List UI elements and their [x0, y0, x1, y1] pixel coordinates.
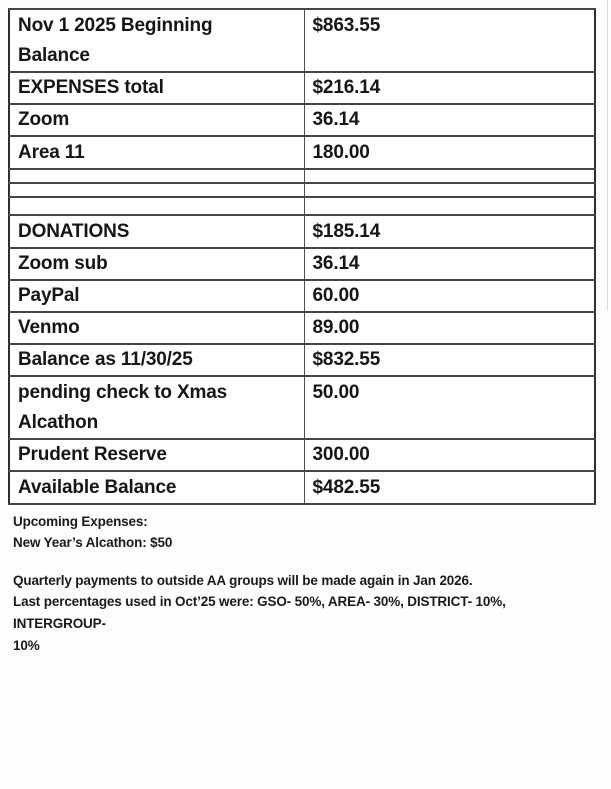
row-label: DONATIONS: [9, 215, 304, 248]
upcoming-expenses-heading: Upcoming Expenses:: [13, 514, 148, 529]
row-label: Prudent Reserve: [9, 439, 304, 471]
row-donation-paypal: [9, 280, 595, 312]
row-donation-zoom-sub: [9, 248, 595, 280]
row-empty-1: [9, 169, 595, 183]
row-value: $863.55: [304, 9, 595, 72]
row-value: $216.14: [304, 72, 595, 104]
row-label: Area 11: [9, 136, 304, 169]
row-value: 36.14: [304, 104, 595, 136]
row-label: [9, 183, 304, 197]
row-label: PayPal: [9, 280, 304, 312]
row-label-text: Nov 1 2025 Beginning Balance: [18, 15, 213, 66]
row-value: $482.55: [304, 471, 595, 504]
row-expenses-total: [9, 72, 595, 104]
balance-table: [8, 8, 596, 505]
row-prudent-reserve: [9, 439, 595, 471]
row-value: [304, 197, 595, 215]
row-value: 50.00: [304, 376, 595, 439]
row-expense-area-11: [9, 136, 595, 169]
upcoming-expenses-item: New Year’s Alcathon: $50: [13, 535, 173, 550]
row-donations: [9, 215, 595, 248]
row-expense-zoom: [9, 104, 595, 136]
row-balance-11-30-25: [9, 344, 595, 376]
row-pending-check-xmas-alcathon: [9, 376, 595, 439]
row-label: EXPENSES total: [9, 72, 304, 104]
row-available-balance: [9, 471, 595, 504]
row-empty-3: [9, 197, 595, 215]
row-donation-venmo: [9, 312, 595, 344]
row-empty-2: [9, 183, 595, 197]
percentages-note-line-1: Last percentages used in Oct’25 were: GSO- 50%, AREA- 30%, DISTRICT- 10%, INTERGROUP-: [13, 594, 506, 631]
row-value: 60.00: [304, 280, 595, 312]
row-value: [304, 183, 595, 197]
row-value: 89.00: [304, 312, 595, 344]
row-label: [9, 376, 304, 439]
scan-paper-edge-artifact: [607, 0, 608, 310]
row-label: Available Balance: [9, 471, 304, 504]
percentages-note-line-2: 10%: [13, 638, 40, 653]
notes-block: [13, 511, 601, 657]
row-label: Venmo: [9, 312, 304, 344]
row-value: 180.00: [304, 136, 595, 169]
row-label: [9, 169, 304, 183]
quarterly-payments-note: Quarterly payments to outside AA groups will be made again in Jan 2026.: [13, 573, 473, 588]
row-label: Balance as 11/30/25: [9, 344, 304, 376]
row-label: [9, 9, 304, 72]
row-value: $832.55: [304, 344, 595, 376]
row-label: [9, 197, 304, 215]
notes-spacer: [13, 553, 601, 570]
row-value: [304, 169, 595, 183]
row-label-text: pending check to Xmas Alcathon: [18, 382, 228, 433]
row-label: Zoom sub: [9, 248, 304, 280]
row-value: $185.14: [304, 215, 595, 248]
row-beginning-balance: [9, 9, 595, 72]
row-label: Zoom: [9, 104, 304, 136]
row-value: 300.00: [304, 439, 595, 471]
row-value: 36.14: [304, 248, 595, 280]
